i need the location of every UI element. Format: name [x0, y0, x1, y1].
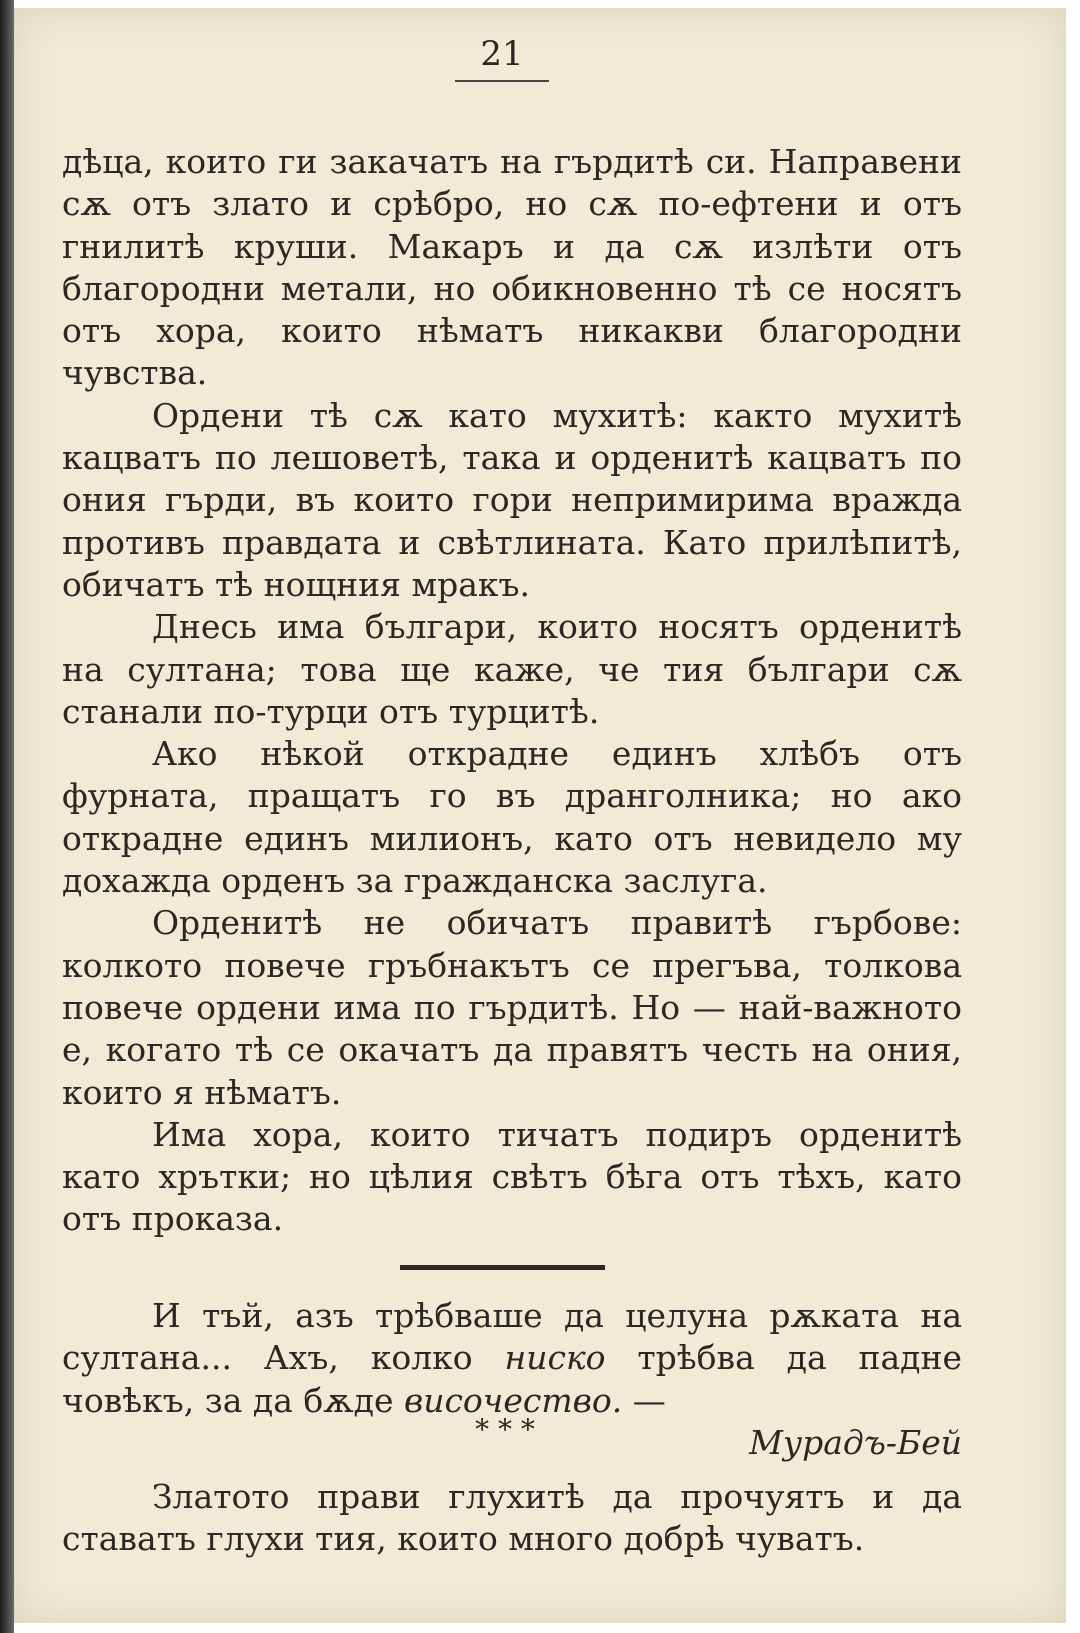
quote-dash: — — [632, 1380, 666, 1420]
asterism-divider: * * * — [475, 1413, 535, 1446]
section-separator — [400, 1265, 605, 1270]
quote-emphasis-2: височество. — [403, 1380, 623, 1420]
quote-text-start: И тъй, азъ трѣбваше да целуна рѫката на султана... Ахъ, колко — [62, 1296, 962, 1378]
quote-author: Мурадъ-Бей — [749, 1422, 962, 1462]
page-margin-right — [1066, 0, 1080, 1633]
paragraph-4: Ако нѣкой открадне единъ хлѣбъ отъ фурната, пращатъ го въ дранголника; но ако открадне единъ милионъ, като отъ невидело му дохажда орденъ за гражданска заслуга. — [62, 734, 962, 901]
quote-emphasis-1: ниско — [504, 1338, 606, 1378]
final-text — [62, 1476, 962, 1561]
main-text — [62, 141, 962, 1241]
paragraph-1: дѣца, които ги закачатъ на гърдитѣ си. Направени сѫ отъ злато и срѣбро, но сѫ по-ефтени и отъ гнилитѣ круши. Макаръ и да сѫ излѣти отъ благородни метали, но обикновенно тѣ се носятъ отъ хора, които нѣматъ никакви благородни чувства. — [62, 142, 962, 393]
quote-text-mid: трѣбва да падне човѣкъ, за да бѫде — [62, 1338, 962, 1420]
final-paragraph: Златото прави глухитѣ да прочуятъ и да ставатъ глухи тия, които много добрѣ чуватъ. — [62, 1477, 962, 1559]
page-number: 21 — [480, 34, 524, 74]
paragraph-6: Има хора, които тичатъ подиръ орденитѣ като хрътки; но цѣлия свѣтъ бѣга отъ тѣхъ, като отъ проказа. — [62, 1114, 962, 1239]
paragraph-3: Днесь има българи, които носятъ орденитѣ на султана; това ще каже, че тия българи сѫ станали по-турци отъ турцитѣ. — [62, 607, 962, 731]
binding-shadow — [0, 0, 14, 1633]
paragraph-5: Орденитѣ не обичатъ правитѣ гърбове: колкото повече гръбнакътъ се прегъва, толкова повече ордени има по гърдитѣ. Но — най-важното е, когато тѣ се окачатъ да правятъ честь на ония, които я нѣматъ. — [62, 903, 962, 1112]
page-number-underline — [455, 80, 549, 82]
paragraph-2: Ордени тѣ сѫ като мухитѣ: както мухитѣ кацватъ по лешоветѣ, така и орденитѣ кацватъ по ония гърди, въ които гори непримирима вражда противъ правдата и свѣтлината. Като прилѣпитѣ, обичатъ тѣ нощния мракъ. — [62, 395, 962, 604]
quote-paragraph — [62, 1295, 962, 1462]
